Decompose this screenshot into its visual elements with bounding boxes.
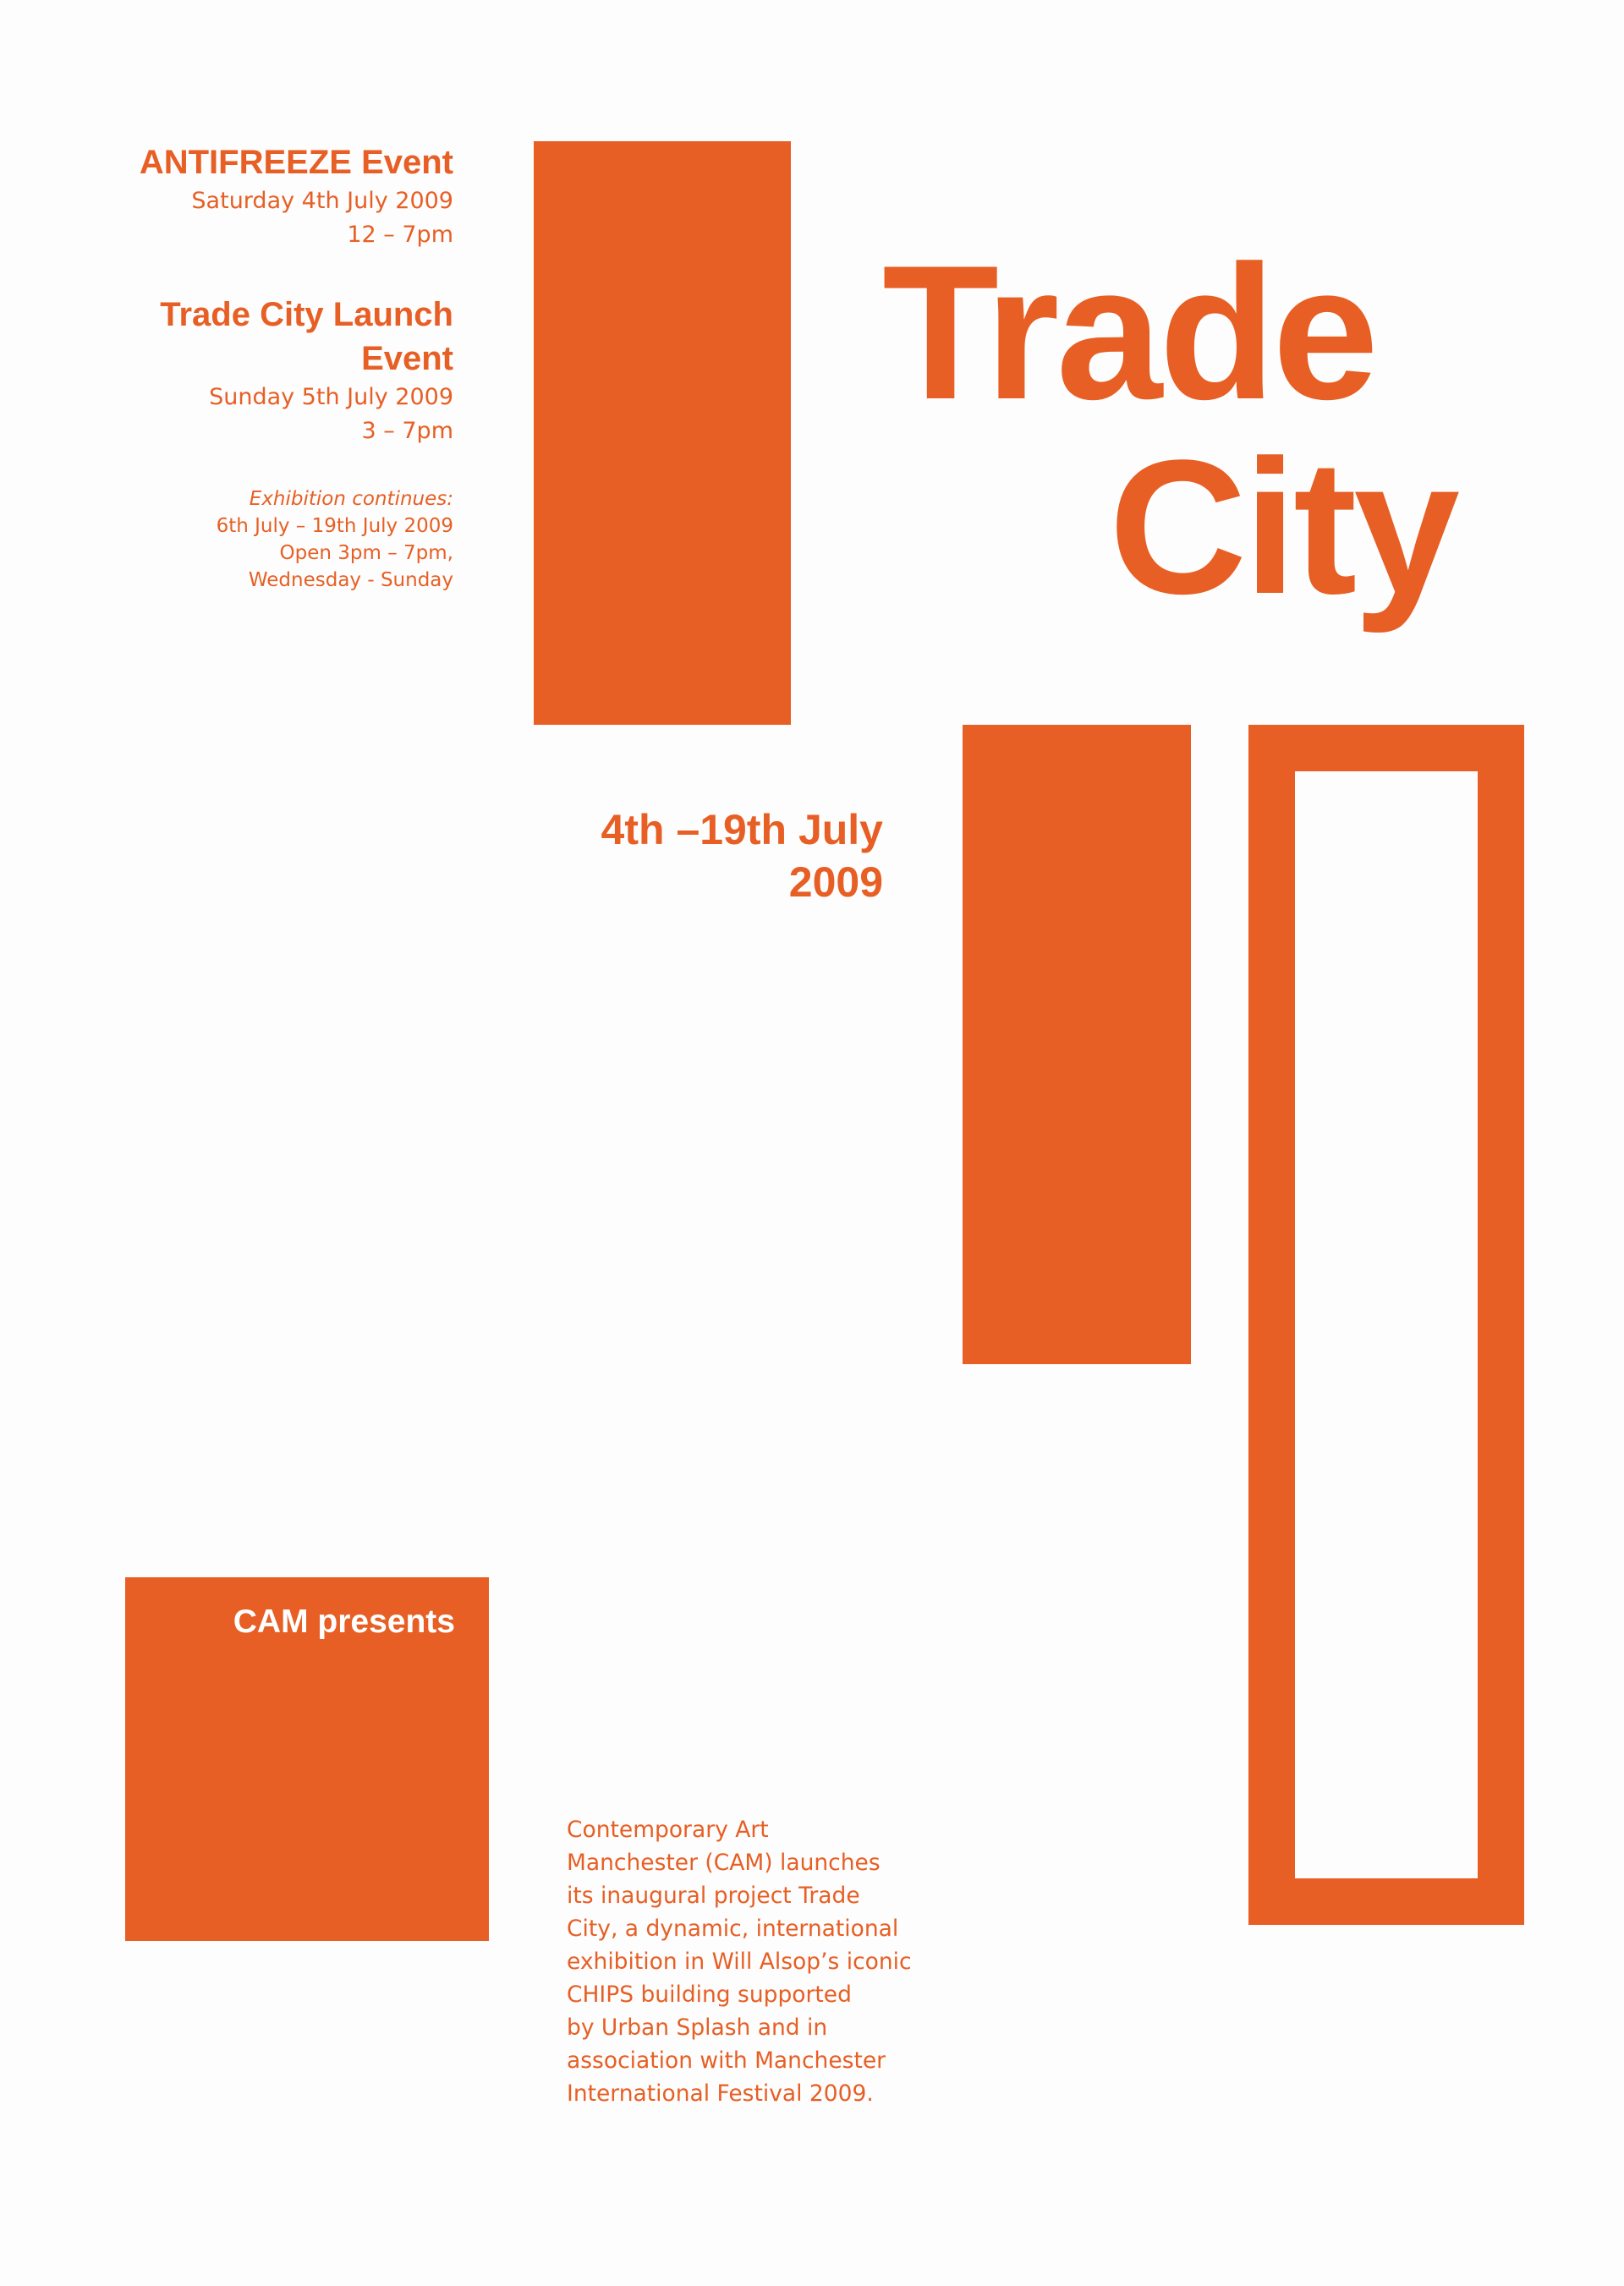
exhibition-continues-heading: Exhibition continues: (249, 488, 453, 510)
description-line: Manchester (CAM) launches (567, 1850, 881, 1876)
description-line: Contemporary Art (567, 1817, 769, 1843)
presenter-label: CAM presents (233, 1603, 455, 1640)
exhibition-dates-line1: 4th –19th July (601, 806, 883, 853)
antifreeze-event-time: 12 – 7pm (347, 222, 453, 248)
launch-event-date: Sunday 5th July 2009 (209, 384, 453, 410)
poster-title-line2: City (1109, 419, 1457, 633)
exhibition-dates (376, 803, 883, 908)
launch-event-title-line1: Trade City Launch (160, 296, 453, 333)
description-line: International Festival 2009. (567, 2080, 874, 2107)
orange-block-top (534, 141, 791, 725)
description-line: City, a dynamic, international (567, 1916, 899, 1942)
description-line: association with Manchester (567, 2048, 886, 2074)
launch-event (85, 293, 453, 448)
launch-event-title-line2: Event (361, 340, 453, 377)
antifreeze-event-date: Saturday 4th July 2009 (191, 188, 453, 214)
poster-title-line1: Trade (882, 225, 1375, 439)
description-line: exhibition in Will Alsop’s iconic (567, 1949, 912, 1975)
launch-event-time: 3 – 7pm (361, 418, 453, 444)
exhibition-continues-days: Wednesday - Sunday (248, 569, 453, 591)
orange-outline-frame (1248, 725, 1524, 1925)
exhibition-continues-hours: Open 3pm – 7pm, (279, 542, 453, 564)
exhibition-continues-dates: 6th July – 19th July 2009 (216, 515, 453, 537)
description-line: its inaugural project Trade (567, 1883, 860, 1909)
description-line: by Urban Splash and in (567, 2015, 828, 2041)
antifreeze-event (85, 140, 453, 252)
orange-block-middle (963, 725, 1191, 1364)
antifreeze-event-title: ANTIFREEZE Event (139, 144, 453, 181)
description-line: CHIPS building supported (567, 1982, 852, 2008)
description-text (567, 1813, 964, 2110)
exhibition-dates-line2: 2009 (788, 858, 883, 906)
exhibition-continues (85, 485, 453, 594)
